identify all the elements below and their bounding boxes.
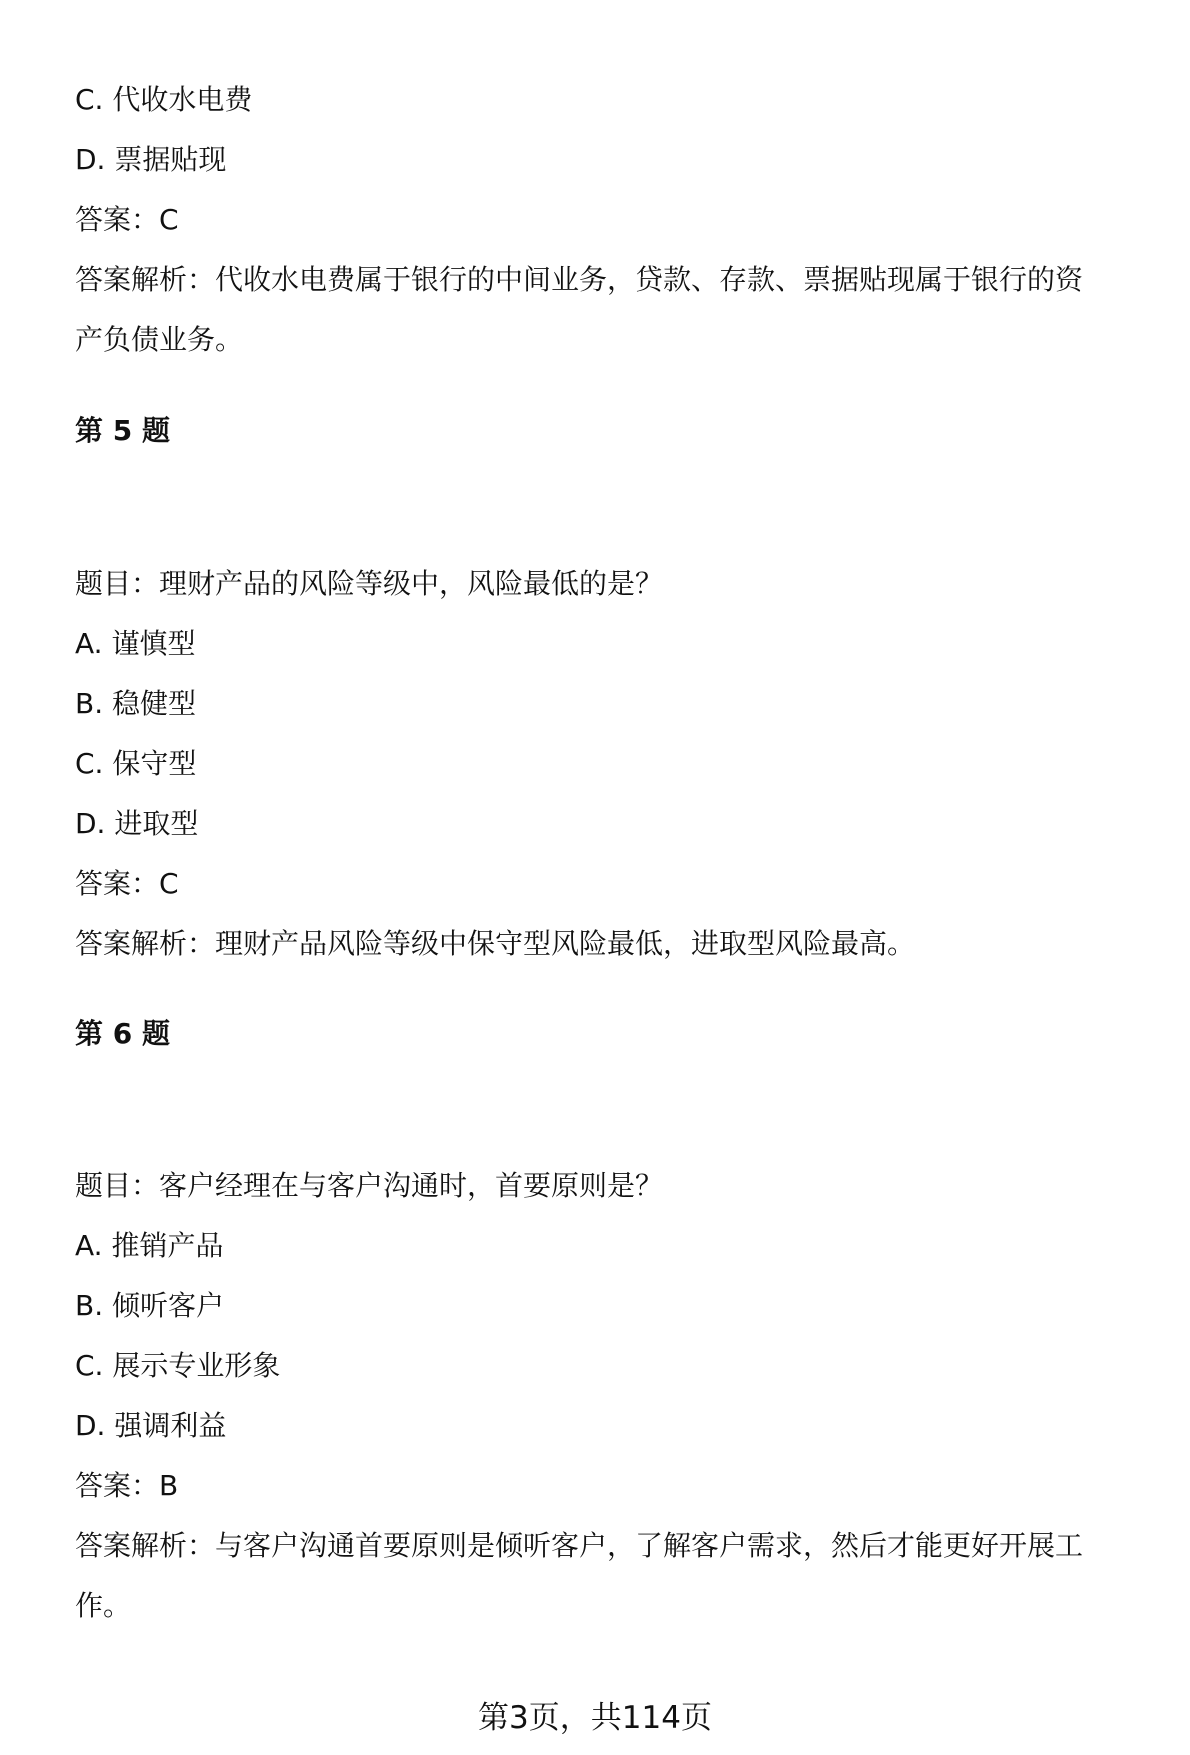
q4-option-d: D. 票据贴现 [75,143,227,176]
q4-answer: 答案：C [75,203,179,236]
page-number: 第3页，共114页 [478,1700,712,1736]
q6-answer: 答案：B [75,1469,179,1502]
q6-option-b: B. 倾听客户 [75,1289,225,1322]
q6-option-c: C. 展示专业形象 [75,1349,281,1382]
q6-analysis-line2: 作。 [75,1589,132,1622]
q4-analysis-line1: 答案解析：代收水电费属于银行的中间业务，贷款、存款、票据贴现属于银行的资 [75,263,1084,296]
q6-analysis-line1: 答案解析：与客户沟通首要原则是倾听客户，了解客户需求，然后才能更好开展工 [75,1529,1084,1562]
q5-option-c: C. 保守型 [75,747,197,780]
q5-option-a: A. 谨慎型 [75,627,196,660]
q5-option-d: D. 进取型 [75,807,199,840]
q5-heading: 第 5 题 [75,414,170,447]
q5-option-b: B. 稳健型 [75,687,197,720]
q4-option-c: C. 代收水电费 [75,83,253,116]
q4-analysis-line2: 产负债业务。 [75,323,244,356]
q6-heading: 第 6 题 [75,1017,170,1050]
q6-option-a: A. 推销产品 [75,1229,224,1262]
q5-analysis: 答案解析：理财产品风险等级中保守型风险最低，进取型风险最高。 [75,927,916,960]
q5-question: 题目：理财产品的风险等级中，风险最低的是？ [75,567,664,600]
q5-answer: 答案：C [75,867,179,900]
q6-option-d: D. 强调利益 [75,1409,227,1442]
q6-question: 题目：客户经理在与客户沟通时，首要原则是？ [75,1169,664,1202]
